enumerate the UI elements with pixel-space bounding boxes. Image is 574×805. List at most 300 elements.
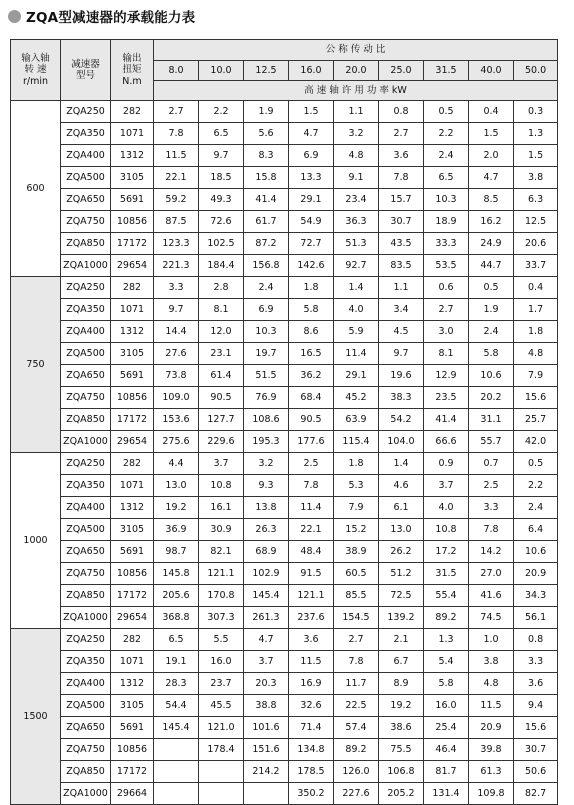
- speed-cell: 1000: [11, 453, 61, 629]
- table-row: [11, 299, 558, 321]
- power-cell: 1.4: [334, 277, 379, 299]
- power-cell: 10.3: [424, 189, 469, 211]
- power-cell: 121.0: [199, 717, 244, 739]
- power-cell: 0.6: [424, 277, 469, 299]
- power-cell: 12.9: [424, 365, 469, 387]
- torque-cell: 1312: [111, 321, 154, 343]
- page-title: ZQA型减速器的承载能力表: [26, 10, 196, 26]
- power-cell: 29.1: [289, 189, 334, 211]
- power-cell: 368.8: [154, 607, 199, 629]
- power-cell: 98.7: [154, 541, 199, 563]
- power-cell: 3.3: [514, 651, 558, 673]
- power-cell: 3.6: [514, 673, 558, 695]
- power-cell: 24.9: [469, 233, 514, 255]
- speed-header: [11, 40, 61, 101]
- power-cell: 3.7: [244, 651, 289, 673]
- ratio-header-2: 12.5: [244, 61, 289, 81]
- speed-header-line3: r/min: [22, 75, 49, 87]
- torque-cell: 1071: [111, 475, 154, 497]
- power-cell: 68.9: [244, 541, 289, 563]
- power-cell: 6.1: [379, 497, 424, 519]
- model-cell: ZQA850: [61, 409, 111, 431]
- power-cell: 16.1: [199, 497, 244, 519]
- power-cell: 8.9: [379, 673, 424, 695]
- torque-cell: 5691: [111, 189, 154, 211]
- power-cell: 2.7: [424, 299, 469, 321]
- power-cell: 6.7: [379, 651, 424, 673]
- torque-header-line2: 扭矩: [122, 64, 142, 76]
- power-cell: 2.4: [244, 277, 289, 299]
- power-cell: 2.4: [424, 145, 469, 167]
- power-cell: 307.3: [199, 607, 244, 629]
- power-cell: 6.9: [289, 145, 334, 167]
- power-cell: 3.0: [424, 321, 469, 343]
- power-cell: 46.4: [424, 739, 469, 761]
- power-cell: 3.4: [379, 299, 424, 321]
- power-cell: 145.4: [154, 717, 199, 739]
- power-cell: 8.5: [469, 189, 514, 211]
- power-cell: 101.6: [244, 717, 289, 739]
- power-cell: 1.7: [514, 299, 558, 321]
- power-cell: 177.6: [289, 431, 334, 453]
- power-cell: 13.8: [244, 497, 289, 519]
- model-cell: ZQA250: [61, 277, 111, 299]
- torque-header-line1: 输出: [122, 52, 142, 64]
- power-cell: 3.8: [514, 167, 558, 189]
- power-cell: 5.8: [424, 673, 469, 695]
- torque-cell: 1312: [111, 673, 154, 695]
- table-row: [11, 695, 558, 717]
- power-cell: 17.2: [424, 541, 469, 563]
- power-cell: 26.2: [379, 541, 424, 563]
- power-cell: 25.4: [424, 717, 469, 739]
- power-cell: 60.5: [334, 563, 379, 585]
- power-cell: 109.0: [154, 387, 199, 409]
- power-cell: 6.3: [514, 189, 558, 211]
- power-cell: 1.3: [514, 123, 558, 145]
- power-cell: 48.4: [289, 541, 334, 563]
- power-cell: 2.2: [199, 101, 244, 123]
- power-cell: 195.3: [244, 431, 289, 453]
- speed-cell: 750: [11, 277, 61, 453]
- table-row: [11, 717, 558, 739]
- power-cell: 59.2: [154, 189, 199, 211]
- ratio-header-1: 10.0: [199, 61, 244, 81]
- power-cell: 20.9: [514, 563, 558, 585]
- power-cell: 19.6: [379, 365, 424, 387]
- model-cell: ZQA250: [61, 629, 111, 651]
- table-row: [11, 629, 558, 651]
- power-cell: 0.8: [514, 629, 558, 651]
- power-cell: 9.7: [154, 299, 199, 321]
- power-cell: [199, 761, 244, 783]
- model-cell: ZQA850: [61, 233, 111, 255]
- power-cell: 8.1: [424, 343, 469, 365]
- power-cell: 30.7: [514, 739, 558, 761]
- power-cell: 50.6: [514, 761, 558, 783]
- model-cell: ZQA500: [61, 695, 111, 717]
- power-cell: 12.5: [514, 211, 558, 233]
- power-cell: 0.7: [469, 453, 514, 475]
- power-cell: 57.4: [334, 717, 379, 739]
- power-cell: 15.2: [334, 519, 379, 541]
- power-cell: 83.5: [379, 255, 424, 277]
- power-cell: 61.4: [199, 365, 244, 387]
- power-cell: 2.0: [469, 145, 514, 167]
- power-cell: 0.4: [469, 101, 514, 123]
- power-cell: 20.3: [244, 673, 289, 695]
- torque-cell: 29654: [111, 255, 154, 277]
- torque-cell: 1071: [111, 299, 154, 321]
- torque-cell: 10856: [111, 387, 154, 409]
- model-cell: ZQA400: [61, 497, 111, 519]
- power-cell: 2.8: [199, 277, 244, 299]
- table-row: [11, 101, 558, 123]
- power-cell: 0.5: [469, 277, 514, 299]
- power-cell: 1.3: [424, 629, 469, 651]
- model-cell: ZQA500: [61, 167, 111, 189]
- table-row: [11, 475, 558, 497]
- bullet-icon: [8, 10, 21, 23]
- power-cell: 229.6: [199, 431, 244, 453]
- power-cell: 63.9: [334, 409, 379, 431]
- power-cell: 3.7: [424, 475, 469, 497]
- power-cell: 2.1: [379, 629, 424, 651]
- power-cell: 41.4: [424, 409, 469, 431]
- power-cell: 1.5: [469, 123, 514, 145]
- power-cell: 13.3: [289, 167, 334, 189]
- model-cell: ZQA400: [61, 145, 111, 167]
- power-cell: 2.4: [514, 497, 558, 519]
- model-cell: ZQA1000: [61, 783, 111, 805]
- power-cell: 2.5: [469, 475, 514, 497]
- power-cell: 39.8: [469, 739, 514, 761]
- power-cell: 3.8: [469, 651, 514, 673]
- power-cell: 16.0: [199, 651, 244, 673]
- power-cell: 2.7: [334, 629, 379, 651]
- power-cell: 145.4: [244, 585, 289, 607]
- power-cell: 5.4: [424, 651, 469, 673]
- power-cell: 54.9: [289, 211, 334, 233]
- power-cell: 1.1: [334, 101, 379, 123]
- power-cell: 145.8: [154, 563, 199, 585]
- power-cell: 10.6: [469, 365, 514, 387]
- power-cell: 121.1: [289, 585, 334, 607]
- power-cell: 23.5: [424, 387, 469, 409]
- power-cell: 4.0: [424, 497, 469, 519]
- model-header: [61, 40, 111, 101]
- table-row: [11, 123, 558, 145]
- power-cell: 11.5: [469, 695, 514, 717]
- power-cell: 1.8: [334, 453, 379, 475]
- power-cell: 7.8: [289, 475, 334, 497]
- model-cell: ZQA1000: [61, 431, 111, 453]
- power-cell: 11.4: [289, 497, 334, 519]
- model-cell: ZQA850: [61, 585, 111, 607]
- power-cell: 44.7: [469, 255, 514, 277]
- power-cell: 61.3: [469, 761, 514, 783]
- torque-cell: 3105: [111, 519, 154, 541]
- model-cell: ZQA500: [61, 343, 111, 365]
- power-cell: 22.5: [334, 695, 379, 717]
- power-cell: 106.8: [379, 761, 424, 783]
- power-cell: 0.4: [514, 277, 558, 299]
- power-cell: 184.4: [199, 255, 244, 277]
- title-bar: [8, 6, 195, 26]
- power-cell: 66.6: [424, 431, 469, 453]
- power-cell: 33.7: [514, 255, 558, 277]
- power-cell: 3.6: [379, 145, 424, 167]
- power-cell: 6.9: [244, 299, 289, 321]
- torque-cell: 282: [111, 277, 154, 299]
- model-cell: ZQA1000: [61, 255, 111, 277]
- table-row: [11, 453, 558, 475]
- power-cell: 1.1: [379, 277, 424, 299]
- torque-cell: 5691: [111, 717, 154, 739]
- ratio-header-4: 20.0: [334, 61, 379, 81]
- power-cell: 72.5: [379, 585, 424, 607]
- power-cell: 2.2: [514, 475, 558, 497]
- model-header-line2: 型号: [75, 70, 95, 81]
- power-cell: 4.8: [334, 145, 379, 167]
- table-row: [11, 651, 558, 673]
- power-cell: 91.5: [289, 563, 334, 585]
- power-cell: 25.7: [514, 409, 558, 431]
- power-cell: 3.3: [469, 497, 514, 519]
- ratio-header-5: 25.0: [379, 61, 424, 81]
- table-row: [11, 431, 558, 453]
- power-cell: 90.5: [199, 387, 244, 409]
- speed-header-line2: 转 速: [24, 64, 47, 76]
- model-cell: ZQA850: [61, 761, 111, 783]
- power-cell: 16.5: [289, 343, 334, 365]
- power-cell: 42.0: [514, 431, 558, 453]
- power-cell: 49.3: [199, 189, 244, 211]
- power-cell: 31.5: [424, 563, 469, 585]
- power-cell: 170.8: [199, 585, 244, 607]
- table-row: [11, 145, 558, 167]
- power-cell: 104.0: [379, 431, 424, 453]
- model-cell: ZQA500: [61, 519, 111, 541]
- power-cell: [244, 783, 289, 805]
- power-cell: 89.2: [334, 739, 379, 761]
- model-cell: ZQA350: [61, 651, 111, 673]
- power-cell: 9.7: [199, 145, 244, 167]
- power-cell: 18.5: [199, 167, 244, 189]
- table-row: [11, 783, 558, 805]
- power-cell: 15.7: [379, 189, 424, 211]
- model-cell: ZQA250: [61, 101, 111, 123]
- power-cell: 29.1: [334, 365, 379, 387]
- power-cell: 0.3: [514, 101, 558, 123]
- model-cell: ZQA750: [61, 739, 111, 761]
- torque-cell: 3105: [111, 167, 154, 189]
- power-cell: 108.6: [244, 409, 289, 431]
- power-cell: 5.8: [469, 343, 514, 365]
- power-cell: 71.4: [289, 717, 334, 739]
- ratio-header-3: 16.0: [289, 61, 334, 81]
- table-row: [11, 541, 558, 563]
- torque-cell: 3105: [111, 343, 154, 365]
- power-cell: 55.7: [469, 431, 514, 453]
- power-cell: 1.4: [379, 453, 424, 475]
- power-cell: [154, 739, 199, 761]
- power-cell: 51.2: [379, 563, 424, 585]
- power-cell: 38.6: [379, 717, 424, 739]
- torque-header-line3: N.m: [122, 75, 142, 87]
- power-cell: 5.8: [289, 299, 334, 321]
- power-cell: 75.5: [379, 739, 424, 761]
- power-cell: 10.3: [244, 321, 289, 343]
- power-cell: 4.6: [379, 475, 424, 497]
- power-cell: 30.9: [199, 519, 244, 541]
- power-cell: 109.8: [469, 783, 514, 805]
- power-cell: 76.9: [244, 387, 289, 409]
- model-cell: ZQA350: [61, 475, 111, 497]
- power-cell: 90.5: [289, 409, 334, 431]
- power-cell: 89.2: [424, 607, 469, 629]
- power-cell: 4.7: [289, 123, 334, 145]
- table-row: [11, 519, 558, 541]
- power-cell: 153.6: [154, 409, 199, 431]
- torque-cell: 29664: [111, 783, 154, 805]
- power-cell: 45.2: [334, 387, 379, 409]
- model-cell: ZQA1000: [61, 607, 111, 629]
- power-cell: 87.2: [244, 233, 289, 255]
- torque-cell: 1312: [111, 497, 154, 519]
- power-cell: 23.4: [334, 189, 379, 211]
- speed-cell: 1500: [11, 629, 61, 805]
- torque-cell: 282: [111, 453, 154, 475]
- power-cell: 68.4: [289, 387, 334, 409]
- table-row: [11, 607, 558, 629]
- power-cell: 11.4: [334, 343, 379, 365]
- power-cell: 1.8: [289, 277, 334, 299]
- power-cell: 73.8: [154, 365, 199, 387]
- power-cell: 38.8: [244, 695, 289, 717]
- power-cell: 11.5: [154, 145, 199, 167]
- power-cell: 221.3: [154, 255, 199, 277]
- power-cell: 3.6: [289, 629, 334, 651]
- torque-cell: 1071: [111, 651, 154, 673]
- power-cell: 4.0: [334, 299, 379, 321]
- power-cell: 72.7: [289, 233, 334, 255]
- model-cell: ZQA650: [61, 541, 111, 563]
- model-header-line1: 减速器: [71, 58, 100, 70]
- torque-cell: 282: [111, 629, 154, 651]
- torque-cell: 1071: [111, 123, 154, 145]
- torque-cell: 10856: [111, 563, 154, 585]
- power-cell: 36.3: [334, 211, 379, 233]
- power-cell: 6.5: [424, 167, 469, 189]
- power-cell: 4.8: [469, 673, 514, 695]
- power-cell: 41.4: [244, 189, 289, 211]
- speed-header-line1: 输入轴: [21, 52, 50, 64]
- power-cell: 43.5: [379, 233, 424, 255]
- power-cell: 36.2: [289, 365, 334, 387]
- torque-header: [111, 40, 154, 101]
- power-cell: 22.1: [289, 519, 334, 541]
- power-cell: 0.9: [424, 453, 469, 475]
- power-cell: 3.3: [154, 277, 199, 299]
- power-cell: 7.8: [379, 167, 424, 189]
- power-cell: 1.5: [289, 101, 334, 123]
- torque-cell: 17172: [111, 233, 154, 255]
- power-cell: 41.6: [469, 585, 514, 607]
- torque-cell: 10856: [111, 739, 154, 761]
- power-cell: 350.2: [289, 783, 334, 805]
- model-cell: ZQA750: [61, 563, 111, 585]
- power-cell: 151.6: [244, 739, 289, 761]
- power-cell: 4.5: [379, 321, 424, 343]
- power-cell: 10.6: [514, 541, 558, 563]
- torque-cell: 282: [111, 101, 154, 123]
- power-cell: 115.4: [334, 431, 379, 453]
- power-cell: 0.5: [424, 101, 469, 123]
- power-cell: 261.3: [244, 607, 289, 629]
- power-cell: 19.7: [244, 343, 289, 365]
- power-cell: 23.1: [199, 343, 244, 365]
- power-cell: 2.2: [424, 123, 469, 145]
- table-body: [11, 101, 558, 805]
- power-cell: 139.2: [379, 607, 424, 629]
- table-row: [11, 365, 558, 387]
- torque-cell: 5691: [111, 541, 154, 563]
- power-cell: 205.2: [379, 783, 424, 805]
- torque-cell: 17172: [111, 761, 154, 783]
- torque-cell: 10856: [111, 211, 154, 233]
- ratio-header-7: 40.0: [469, 61, 514, 81]
- model-cell: ZQA650: [61, 717, 111, 739]
- power-cell: 28.3: [154, 673, 199, 695]
- model-cell: ZQA400: [61, 673, 111, 695]
- power-cell: 2.4: [469, 321, 514, 343]
- table-row: [11, 211, 558, 233]
- power-cell: 9.4: [514, 695, 558, 717]
- power-cell: 26.3: [244, 519, 289, 541]
- power-cell: 4.7: [469, 167, 514, 189]
- power-cell: 20.9: [469, 717, 514, 739]
- power-cell: [154, 783, 199, 805]
- power-cell: 127.7: [199, 409, 244, 431]
- power-cell: 32.6: [289, 695, 334, 717]
- power-cell: 51.3: [334, 233, 379, 255]
- table-row: [11, 343, 558, 365]
- power-cell: 10.8: [199, 475, 244, 497]
- power-cell: 205.6: [154, 585, 199, 607]
- power-cell: 5.3: [334, 475, 379, 497]
- power-cell: 4.8: [514, 343, 558, 365]
- power-cell: 33.3: [424, 233, 469, 255]
- power-cell: 16.2: [469, 211, 514, 233]
- table-row: [11, 233, 558, 255]
- capacity-table: [10, 39, 558, 805]
- table-row: [11, 739, 558, 761]
- model-cell: ZQA750: [61, 211, 111, 233]
- power-cell: 15.6: [514, 387, 558, 409]
- power-cell: 23.7: [199, 673, 244, 695]
- table-row: [11, 189, 558, 211]
- table-row: [11, 497, 558, 519]
- table-row: [11, 563, 558, 585]
- power-cell: 27.0: [469, 563, 514, 585]
- power-cell: 102.9: [244, 563, 289, 585]
- power-cell: 123.3: [154, 233, 199, 255]
- power-cell: 13.0: [154, 475, 199, 497]
- power-cell: 178.5: [289, 761, 334, 783]
- power-cell: 5.6: [244, 123, 289, 145]
- torque-cell: 5691: [111, 365, 154, 387]
